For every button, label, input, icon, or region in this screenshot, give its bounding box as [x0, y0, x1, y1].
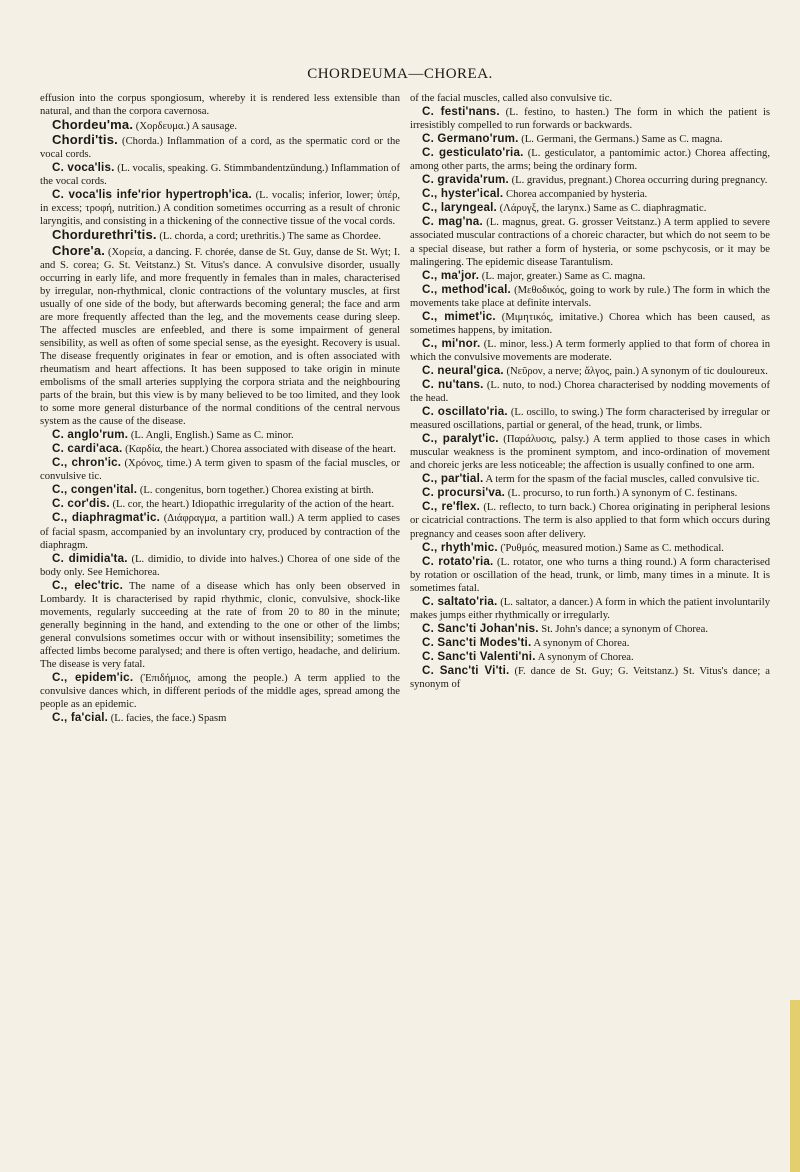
entry-definition: (L. cor, the heart.) Idiopathic irregularity of the action of the heart.	[109, 499, 395, 511]
entry-definition: effusion into the corpus spongiosum, whereby it is rendered less extensible than natural, and than the corpora cavernosa.	[40, 93, 400, 118]
entry-headword: C., method'ical.	[422, 282, 511, 296]
dictionary-entry	[40, 442, 400, 456]
entry-definition: A synonym of Chorea.	[535, 651, 634, 663]
dictionary-entry	[410, 269, 770, 283]
dictionary-entry	[40, 497, 400, 511]
entry-definition: (Διάφραγμα, a partition wall.) A term applied to cases of facial spasm, accompanied by an involuntary cry, produced by contraction of the diaphragm.	[40, 513, 400, 551]
entry-headword: C. saltato'ria.	[422, 594, 498, 608]
entry-headword: C. voca'lis.	[52, 161, 115, 175]
entry-definition: (L. congenitus, born together.) Chorea existing at birth.	[137, 485, 374, 497]
entry-definition: Chorea accompanied by hysteria.	[503, 189, 648, 201]
entry-headword: C., paralyt'ic.	[422, 432, 499, 446]
entry-headword: C. nu'tans.	[422, 377, 484, 391]
entry-headword: C. dimidia'ta.	[52, 551, 128, 565]
dictionary-entry	[410, 622, 770, 636]
dictionary-entry	[410, 92, 770, 105]
dictionary-entry	[410, 500, 770, 540]
dictionary-entry	[40, 428, 400, 442]
dictionary-entry	[410, 173, 770, 187]
dictionary-entry	[410, 555, 770, 595]
entry-headword: C. cardi'aca.	[52, 442, 123, 456]
entry-definition: (L. procurso, to run forth.) A synonym of C. festinans.	[505, 488, 738, 500]
dictionary-entry	[410, 541, 770, 555]
right-column	[410, 92, 770, 691]
entry-definition: (L. magnus, great. G. grosser Veitstanz.) A term applied to severe associated muscular contractions of a choreic character, but which do not seem to be a special disease, but rather a form of hysteria, or some pschycosis, or it may be malingering. The epidemic disease Tarantulism.	[410, 217, 770, 268]
dictionary-entry	[40, 456, 400, 483]
entry-definition: (Παράλυσις, palsy.) A term applied to those cases in which muscular weakness is the prominent symptom, and inco-ordination of movement and choreic jerks are less noticeable; the affection is usually confined to one arm.	[410, 434, 770, 472]
entry-headword: Chore'a.	[52, 242, 106, 258]
entry-definition: (L. dimidio, to divide into halves.) Chorea of one side of the body only. See Hemichorea.	[40, 553, 400, 578]
entry-headword: C. procursi'va.	[422, 486, 506, 500]
entry-headword: Chordurethri'tis.	[52, 227, 157, 243]
entry-definition: A term for the spasm of the facial muscles, called convulsive tic.	[483, 474, 760, 486]
dictionary-entry	[410, 146, 770, 173]
entry-headword: Chordi'tis.	[52, 132, 118, 148]
dictionary-entry	[40, 671, 400, 711]
entry-headword: C. voca'lis infe'rior hypertroph'ica.	[52, 188, 252, 202]
entry-headword: C., elec'tric.	[52, 578, 123, 592]
entry-headword: C., laryngeal.	[422, 201, 497, 215]
entry-headword: C. gravida'rum.	[422, 173, 509, 187]
entry-headword: C., rhyth'mic.	[422, 540, 498, 554]
entry-definition: (L. festino, to hasten.) The form in which the patient is irresistibly compelled to run forwards or backwards.	[410, 107, 771, 132]
entry-definition: (L. Germani, the Germans.) Same as C. magna.	[518, 134, 723, 146]
entry-headword: C. Sanc'ti Vi'ti.	[422, 663, 510, 677]
entry-headword: C. gesticulato'ria.	[422, 146, 524, 160]
entry-definition: (L. nuto, to nod.) Chorea characterised by nodding movements of the head.	[410, 379, 770, 405]
entry-definition: (Μιμητικός, imitative.) Chorea which has been caused, as sometimes happens, by imitation.	[410, 311, 770, 336]
entry-headword: C., ma'jor.	[422, 268, 480, 282]
entry-headword: C., epidem'ic.	[52, 671, 134, 685]
dictionary-entry	[40, 579, 400, 671]
entry-definition: (F. dance de St. Guy; G. Veitstanz.) St. Vitus's dance; a synonym of	[410, 665, 770, 691]
entry-headword: C. cor'dis.	[52, 497, 110, 511]
entry-definition: (Χορδευμα.) A sausage.	[133, 121, 238, 133]
dictionary-entry	[410, 364, 770, 378]
entry-headword: C. oscillato'ria.	[422, 405, 508, 419]
dictionary-entry	[410, 310, 770, 337]
dictionary-entry	[410, 486, 770, 500]
dictionary-entry	[40, 92, 400, 118]
entry-definition: (Καρδία, the heart.) Chorea associated with disease of the heart.	[122, 444, 397, 456]
dictionary-entry	[410, 105, 770, 132]
dictionary-entry	[40, 118, 400, 133]
entry-headword: Chordeu'ma.	[52, 117, 134, 133]
entry-definition: (L. gesticulator, a pantomimic actor.) Chorea affecting, among other parts, the arms; being the ordinary form.	[410, 148, 770, 173]
entry-headword: C. rotato'ria.	[422, 554, 494, 568]
entry-definition: (L. reflecto, to turn back.) Chorea originating in peripheral lesions or cicatricial contractions. The term is also applied to that form which occurs during pregnancy and ceases soon after delivery.	[410, 502, 770, 540]
dictionary-entry	[40, 228, 400, 243]
entry-headword: C. anglo'rum.	[52, 428, 129, 442]
dictionary-entry	[410, 215, 770, 268]
entry-definition: (Ἐπιδήμιος, among the people.) A term applied to the convulsive dances which, in different periods of the middle ages, spread among the people as an epidemic.	[40, 673, 401, 711]
dictionary-entry	[410, 378, 770, 405]
entry-definition: (L. rotator, one who turns a thing round.) A form characterised by rotation or oscillation of the head, trunk, or limb, many times in a minute. It is sometimes fatal.	[410, 556, 770, 594]
dictionary-entry	[410, 472, 770, 486]
entry-definition: (Χορεία, a dancing. F. chorée, danse de St. Guy, danse de St. Wyt; I. and S. corea; G. St. Veitstanz.) St. Vitus's dance. A convulsive disorder, usually occurring in early life, and more frequently in females than in males, characterised by irregular, non-rhythmical, clonic contractions of the voluntary muscles, at first usually of one side of the body, but afterwards becoming general; the face and arm are more frequently affected than the leg, and the movements cease during sleep. The affected muscles are enfeebled, and there is some impairment of general sensibility, as well as often of some special sense, as the eyesight. Recovery is usual. The disease frequently originates in fear or emotion, and is often associated with rheumatism and heart affections. It has been supposed to take origin in minute embolisms of the small arteries supplying the corpora striata and the neighbouring parts of the brain, but this view is by many believed to be too limited, and they look to some more general disturbance of the normal conditions of the central nervous system as the cause of the disease.	[40, 246, 400, 428]
entry-definition: (Νεῦρον, a nerve; ἄλγος, pain.) A synonym of tic douloureux.	[503, 365, 768, 377]
entry-definition: (Λάρυγξ, the larynx.) Same as C. diaphragmatic.	[496, 203, 707, 215]
entry-definition: (L. saltator, a dancer.) A form in which the patient involuntarily makes jumps either rhythmically or irregularly.	[410, 596, 770, 621]
dictionary-entry	[410, 132, 770, 146]
dictionary-entry	[40, 483, 400, 497]
dictionary-entry	[40, 161, 400, 188]
dictionary-entry	[40, 244, 400, 429]
entry-headword: C., diaphragmat'ic.	[52, 511, 161, 525]
entry-definition: (Μεθοδικός, going to work by rule.) The form in which the movements take place at definite intervals.	[410, 284, 770, 309]
entry-headword: C., hyster'ical.	[422, 187, 504, 201]
entry-definition: St. John's dance; a synonym of Chorea.	[538, 623, 708, 635]
dictionary-entry	[410, 337, 770, 364]
dictionary-entry	[410, 187, 770, 201]
entry-definition: (L. vocalis, speaking. G. Stimmbandentzündung.) Inflammation of the vocal cords.	[40, 163, 400, 188]
entry-headword: C., re'flex.	[422, 500, 481, 514]
entry-headword: C., par'tial.	[422, 472, 484, 486]
entry-definition: (L. oscillo, to swing.) The form characterised by irregular or measured oscillations, partial or general, of the head, trunk, or limbs.	[410, 407, 771, 432]
entry-definition: (L. chorda, a cord; urethritis.) The same as Chordee.	[156, 231, 381, 243]
entry-headword: C. Sanc'ti Johan'nis.	[422, 621, 539, 635]
entry-definition: (L. vocalis; inferior, lower; ὑπέρ, in excess; τροφή, nutrition.) A condition sometimes occurring as a result of chronic laryngitis, and consisting in a thickening of the connective tissue of the vocal cords.	[40, 190, 400, 228]
entry-definition: (Χρόνος, time.) A term given to spasm of the facial muscles, or convulsive tic.	[40, 458, 400, 483]
dictionary-entry	[410, 650, 770, 664]
dictionary-entry	[410, 201, 770, 215]
entry-definition: (Chorda.) Inflammation of a cord, as the spermatic cord or the vocal cords.	[40, 136, 400, 161]
entry-headword: C., congen'ital.	[52, 483, 138, 497]
dictionary-entry	[40, 552, 400, 579]
dictionary-entry	[410, 432, 770, 472]
entry-headword: C. neural'gica.	[422, 363, 504, 377]
dictionary-entry	[40, 711, 400, 725]
entry-definition: (L. major, greater.) Same as C. magna.	[479, 270, 646, 282]
entry-definition: A synonym of Chorea.	[531, 637, 630, 649]
entry-definition: The name of a disease which has only been observed in Lombardy. It is characterised by rapid rhythmic, clonic, convulsive, shock-like movements, regularly succeeding at the rate of from 20 to 80 in the minute; generally beginning in the hand, and extending to the one or other of the limbs; general convulsions sometimes occur with or without insensibility; sometimes the affected limbs become paralysed; and there is often vertigo, headache, and delirium. The disease is very fatal.	[40, 580, 401, 670]
dictionary-entry	[410, 636, 770, 650]
entry-headword: C., mi'nor.	[422, 336, 481, 350]
entry-headword: C. Sanc'ti Valenti'ni.	[422, 649, 536, 663]
page-edge-mark	[790, 1000, 800, 1172]
entry-headword: C. festi'nans.	[422, 105, 500, 119]
page-header: CHORDEUMA—CHOREA.	[307, 66, 493, 82]
entry-definition: (L. Angli, English.) Same as C. minor.	[128, 430, 294, 442]
entry-headword: C., chron'ic.	[52, 456, 122, 470]
dictionary-entry	[410, 664, 770, 691]
entry-definition: (L. minor, less.) A term formerly applied to that form of chorea in which the convulsive movements are moderate.	[410, 338, 770, 363]
entry-definition: (Ῥυθμός, measured motion.) Same as C. methodical.	[497, 542, 724, 554]
left-column	[40, 92, 400, 725]
entry-definition: (L. gravidus, pregnant.) Chorea occurring during pregnancy.	[508, 175, 768, 187]
dictionary-entry	[410, 283, 770, 310]
entry-headword: C. Germano'rum.	[422, 132, 519, 146]
entry-headword: C., fa'cial.	[52, 711, 109, 725]
entry-definition: (L. facies, the face.) Spasm	[108, 713, 227, 725]
dictionary-entry	[410, 405, 770, 432]
dictionary-entry	[40, 188, 400, 228]
entry-definition: of the facial muscles, called also convulsive tic.	[410, 93, 613, 104]
entry-headword: C. Sanc'ti Modes'ti.	[422, 635, 532, 649]
dictionary-entry	[40, 133, 400, 161]
entry-headword: C. mag'na.	[422, 215, 483, 229]
dictionary-entry	[410, 595, 770, 622]
entry-headword: C., mimet'ic.	[422, 309, 496, 323]
dictionary-entry	[40, 511, 400, 551]
